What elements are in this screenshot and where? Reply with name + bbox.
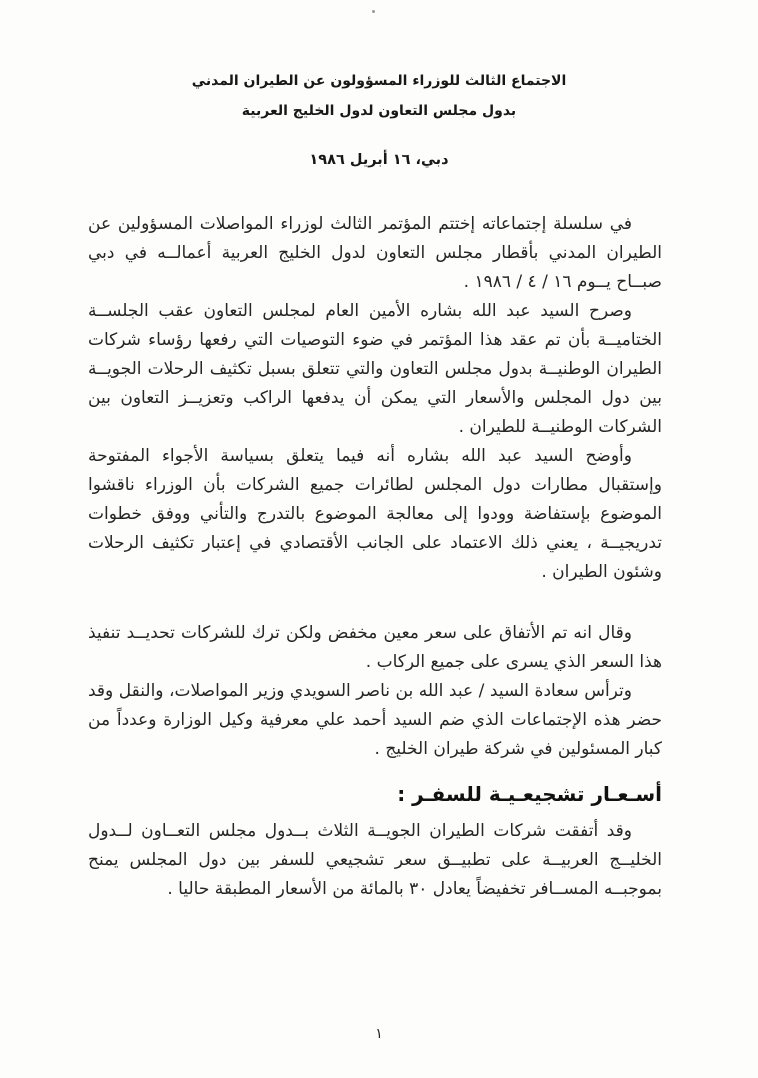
page-number: ١ <box>375 1026 383 1042</box>
document-body <box>88 210 662 904</box>
paragraph-4: وقال انه تم الأتفاق على سعر معين مخفض ولكن ترك للشركات تحديــد تنفيذ هذا السعر الذي يسرى على جميع الركاب . <box>88 623 662 672</box>
document-title <box>0 0 758 126</box>
scan-speck <box>372 10 375 13</box>
paragraph-5: وترأس سعادة السيد / عبد الله بن ناصر السويدي وزير المواصلات، والنقل وقد حضر هذه الإجتماعات الذي ضم السيد أحمد علي معرفية وكيل الوزارة وعدداً من كبار المسئولين في شركة طيران الخليج . <box>88 681 662 759</box>
section-heading: أسـعـار تشجيعـيـة للسفـر : <box>397 782 662 806</box>
title-line-1: الاجتماع الثالث للوزراء المسؤولون عن الطيران المدني <box>191 73 567 89</box>
paragraph-3: وأوضح السيد عبد الله بشاره أنه فيما يتعلق بسياسة الأجواء المفتوحة وإستقبال مطارات دول المجلس لطائرات جميع الشركات بأن الوزراء ناقشوا الموضوع بإستفاضة وودوا إلى معالجة الموضوع بالتدرج والتأني ووفق خطوات تدريجيــة ، يعني ذلك الاعتماد على الجانب الأقتصادي في إعتبار تكثيف الرحلات وشئون الطيران . <box>88 446 662 582</box>
title-line-2: بدول مجلس التعاون لدول الخليج العربية <box>241 103 517 119</box>
paragraph-2: وصرح السيد عبد الله بشاره الأمين العام لمجلس التعاون عقب الجلســة الختاميــة بأن تم عقد هذا المؤتمر في ضوء التوصيات التي رفعها رؤساء شركات الطيران الوطنيــة بدول مجلس التعاون والتي تتعلق بسبل تكثيف الرحلات الجويــة بين دول المجلس والأسعار التي يمكن أن يدفعها الراكب وتعزيــز التعاون بين الشركات الوطنيــة للطيران . <box>88 301 662 437</box>
dateline: دبي، ١٦ أبريل ١٩٨٦ <box>309 152 449 168</box>
paragraph-1: في سلسلة إجتماعاته إختتم المؤتمر الثالث لوزراء المواصلات المسؤولين عن الطيران المدني بأقطار مجلس التعاون لدول الخليج العربية أعمالــه في دبي صبــاح يــوم ١٦ / ٤ / ١٩٨٦ . <box>88 214 662 292</box>
paragraph-6: وقد أتفقت شركات الطيران الجويــة الثلاث بــدول مجلس التعــاون لــدول الخليــج العربيــة على تطبيــق سعر تشجيعي للسفر بين دول المجلس يمنح بموجبــه المســافر تخفيضاً يعادل ٣٠ بالمائة من الأسعار المطبقة حاليا . <box>88 821 662 899</box>
